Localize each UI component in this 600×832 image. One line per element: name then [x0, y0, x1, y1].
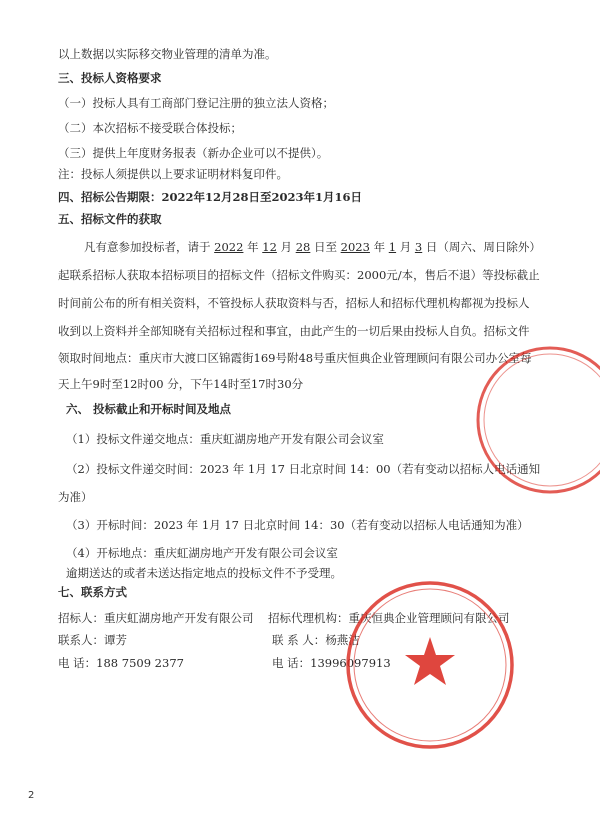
- phone-number: 13996097913: [310, 656, 391, 670]
- text-span: 年: [247, 240, 259, 254]
- tenderer-line: [58, 611, 254, 625]
- paragraph-line: 收到以上资料并全部知晓有关招标过程和事宜，由此产生的一切后果由投标人自负。招标文件: [58, 324, 530, 338]
- section-heading-5: 五、招标文件的获取: [58, 212, 162, 226]
- date-month-end: 1: [388, 240, 397, 254]
- late-submission-note: 逾期送达的或者未送达指定地点的投标文件不予受理。: [66, 566, 342, 580]
- section-heading-7: 七、联系方式: [58, 585, 127, 599]
- date-year-start: 2022: [214, 240, 244, 254]
- text-span: 凡有意参加投标者，请于: [84, 240, 211, 254]
- person-name: 谭芳: [104, 633, 127, 647]
- opening-location: （4）开标地点：重庆虹湖房地产开发有限公司会议室: [66, 546, 338, 560]
- right-phone: [272, 656, 391, 670]
- submission-time-cont: 为准）: [58, 490, 93, 504]
- left-contact-person: [58, 633, 127, 647]
- text-span: 月: [399, 240, 412, 254]
- date-day-start: 28: [295, 240, 311, 254]
- text-span: 日至: [314, 240, 337, 254]
- submission-time: （2）投标文件递交时间：2023 年 1月 17 日北京时间 14：00（若有变动以招标人电话通知: [66, 462, 541, 476]
- requirement-2: （二）本次招标不接受联合体投标；: [58, 121, 242, 135]
- text-span: 日（周六、周日除外）: [425, 240, 541, 254]
- paragraph-line: 领取时间地点：重庆市大渡口区锦霞街169号附48号重庆恒典企业管理顾问有限公司办公室每: [58, 351, 532, 365]
- section-heading-3: 三、投标人资格要求: [58, 71, 162, 85]
- date-month-start: 12: [262, 240, 277, 254]
- left-phone: [58, 656, 184, 670]
- tenderer-label: 招标人：: [58, 611, 104, 625]
- phone-number: 188 7509 2377: [96, 656, 184, 670]
- opening-time: （3）开标时间：2023 年 1月 17 日北京时间 14：30（若有变动以招标人电话通知为准）: [66, 518, 529, 532]
- phone-label: 电 话：: [58, 656, 97, 670]
- paragraph-line: 起联系招标人获取本招标项目的招标文件（招标文件购买：2000元/本，售后不退）等投标截止: [58, 268, 540, 282]
- agent-label: 招标代理机构：: [268, 611, 349, 625]
- section-heading-4: 四、招标公告期限：2022年12月28日至2023年1月16日: [58, 190, 363, 204]
- text-span: 年: [373, 240, 386, 254]
- requirement-3: （三）提供上年度财务报表（新办企业可以不提供）。: [58, 146, 329, 160]
- section-heading-6: 六、 投标截止和开标时间及地点: [66, 402, 232, 416]
- phone-label: 电 话：: [272, 656, 311, 670]
- agent-line: [268, 611, 510, 625]
- text-span: 月: [280, 240, 293, 254]
- text-line: 以上数据以实际移交物业管理的清单为准。: [58, 47, 277, 61]
- date-day-end: 3: [414, 240, 423, 254]
- paragraph-line: 时间前公布的所有相关资料，不管投标人获取资料与否，招标人和招标代理机构都视为投标人: [58, 296, 530, 310]
- requirement-1: （一）投标人具有工商部门登记注册的独立法人资格；: [58, 96, 334, 110]
- person-name: 杨燕洁: [325, 633, 360, 647]
- person-label: 联系人：: [58, 633, 104, 647]
- tenderer-name: 重庆虹湖房地产开发有限公司: [104, 611, 254, 625]
- agent-name: 重庆恒典企业管理顾问有限公司: [348, 611, 510, 625]
- paragraph-line: 天上午9时至12时00 分，下午14时至17时30分: [58, 377, 304, 391]
- note-line: 注：投标人须提供以上要求证明材料复印件。: [58, 167, 288, 181]
- paragraph-line: [84, 240, 541, 254]
- date-year-end: 2023: [340, 240, 370, 254]
- submission-location: （1）投标文件递交地点：重庆虹湖房地产开发有限公司会议室: [66, 432, 384, 446]
- person-label: 联 系 人：: [272, 633, 326, 647]
- right-contact-person: [272, 633, 360, 647]
- page-number: 2: [28, 790, 35, 801]
